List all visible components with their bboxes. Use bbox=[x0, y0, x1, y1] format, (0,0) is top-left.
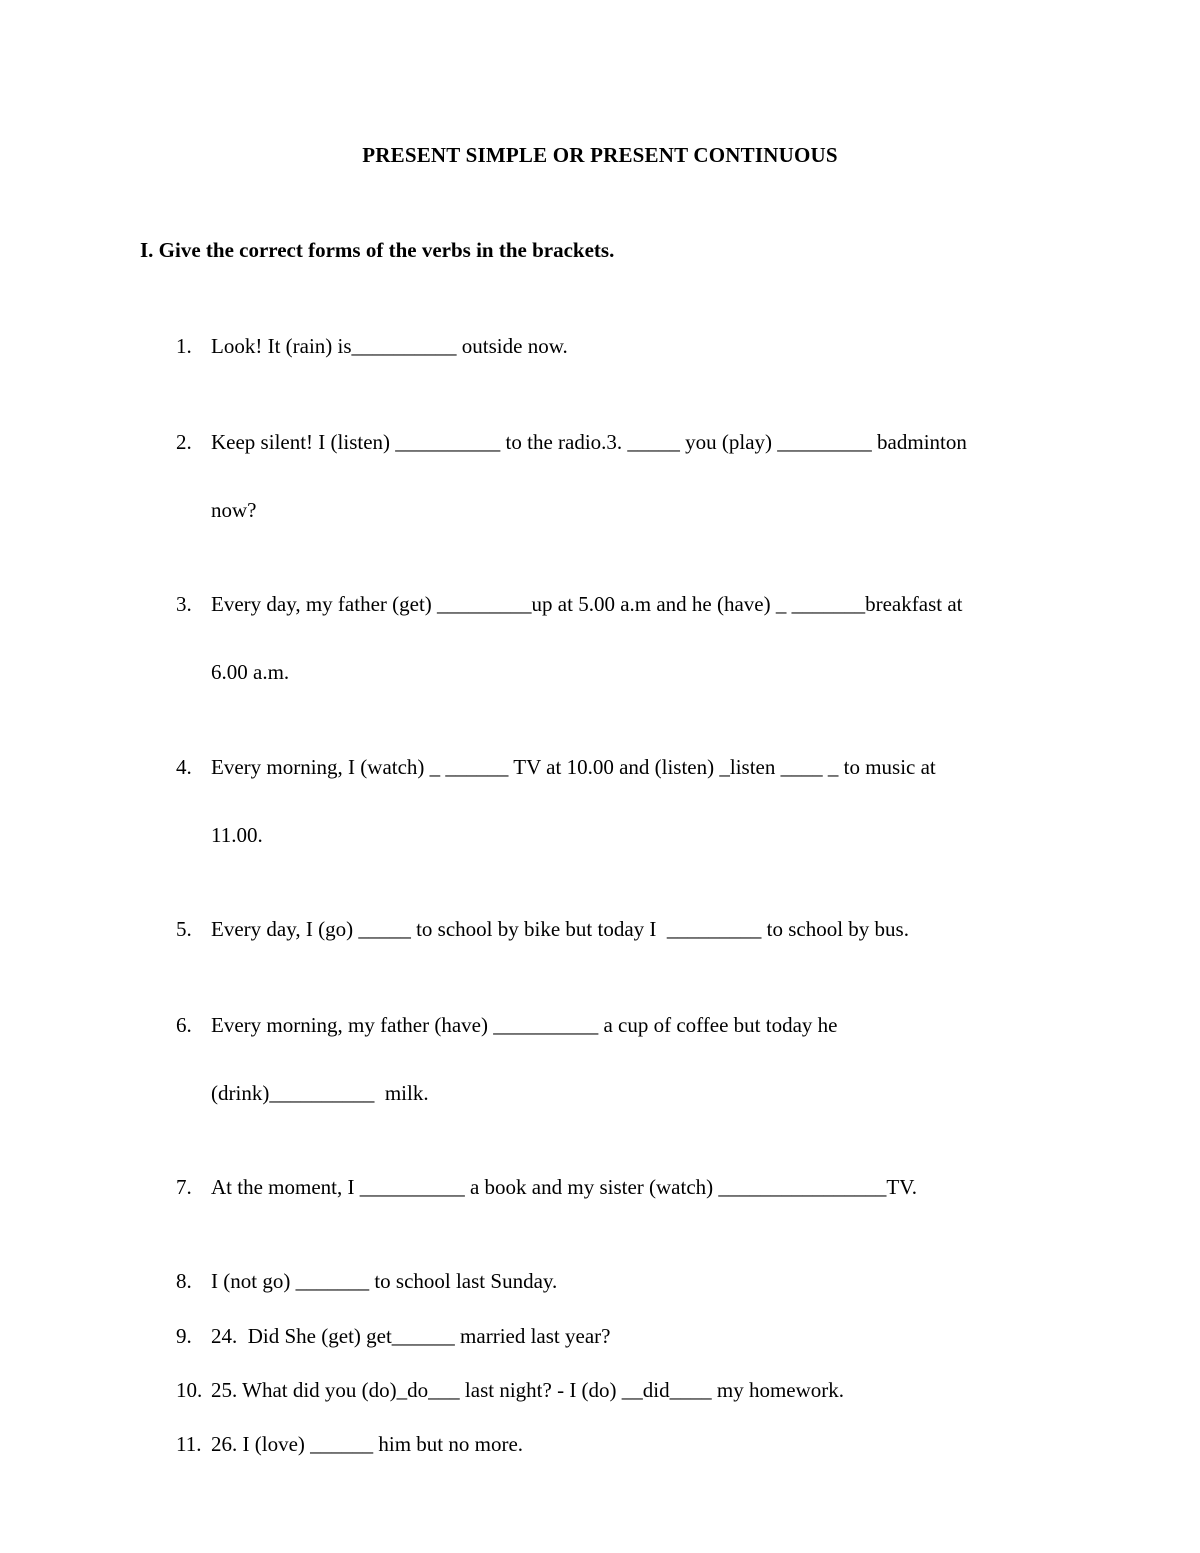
item-number: 5. bbox=[176, 917, 192, 941]
item-line-1: Look! It (rain) is__________ outside now. bbox=[211, 334, 568, 358]
exercise-item-11 bbox=[176, 1410, 1076, 1478]
item-line-2: 11.00. bbox=[211, 823, 263, 847]
item-line-1: At the moment, I __________ a book and my sister (watch) ________________TV. bbox=[211, 1175, 917, 1199]
item-line-1: I (not go) _______ to school last Sunday. bbox=[211, 1269, 558, 1293]
section-heading: I. Give the correct forms of the verbs in the brackets. bbox=[140, 238, 615, 262]
item-line-1: Every day, I (go) _____ to school by bike but today I _________ to school by bus. bbox=[211, 917, 909, 941]
item-number: 1. bbox=[176, 334, 192, 358]
item-number: 10. bbox=[176, 1378, 203, 1402]
item-line-1: Every morning, my father (have) __________ a cup of coffee but today he bbox=[211, 1013, 838, 1037]
item-number: 9. bbox=[176, 1324, 192, 1348]
item-line-1: Keep silent! I (listen) __________ to the radio.3. _____ you (play) _________ badminton bbox=[211, 430, 967, 454]
item-line-1: 26. I (love) ______ him but no more. bbox=[211, 1432, 524, 1456]
item-number: 8. bbox=[176, 1269, 192, 1293]
item-line-1: 24. Did She (get) get______ married last year? bbox=[211, 1324, 611, 1348]
item-line-2: 6.00 a.m. bbox=[211, 660, 290, 684]
exercise-item-6 bbox=[176, 991, 1076, 1127]
item-number: 6. bbox=[176, 1013, 192, 1037]
item-number: 7. bbox=[176, 1175, 192, 1199]
item-line-2: now? bbox=[211, 498, 257, 522]
exercise-item-7 bbox=[176, 1153, 1076, 1221]
exercise-item-1 bbox=[176, 312, 1076, 380]
item-line-2: (drink)__________ milk. bbox=[211, 1081, 429, 1105]
item-number: 2. bbox=[176, 430, 192, 454]
item-line-1: Every day, my father (get) _________up at 5.00 a.m and he (have) _ _______breakfast at bbox=[211, 592, 963, 616]
exercise-item-3 bbox=[176, 570, 1076, 706]
item-line-1: 25. What did you (do)_do___ last night? - I (do) __did____ my homework. bbox=[211, 1378, 845, 1402]
exercise-item-4 bbox=[176, 733, 1076, 869]
item-number: 4. bbox=[176, 755, 192, 779]
exercise-item-2 bbox=[176, 408, 1076, 544]
item-number: 11. bbox=[176, 1432, 202, 1456]
exercise-item-5 bbox=[176, 895, 1076, 963]
page-title: PRESENT SIMPLE OR PRESENT CONTINUOUS bbox=[362, 143, 838, 167]
item-line-1: Every morning, I (watch) _ ______ TV at 10.00 and (listen) _listen ____ _ to music at bbox=[211, 755, 936, 779]
item-number: 3. bbox=[176, 592, 192, 616]
